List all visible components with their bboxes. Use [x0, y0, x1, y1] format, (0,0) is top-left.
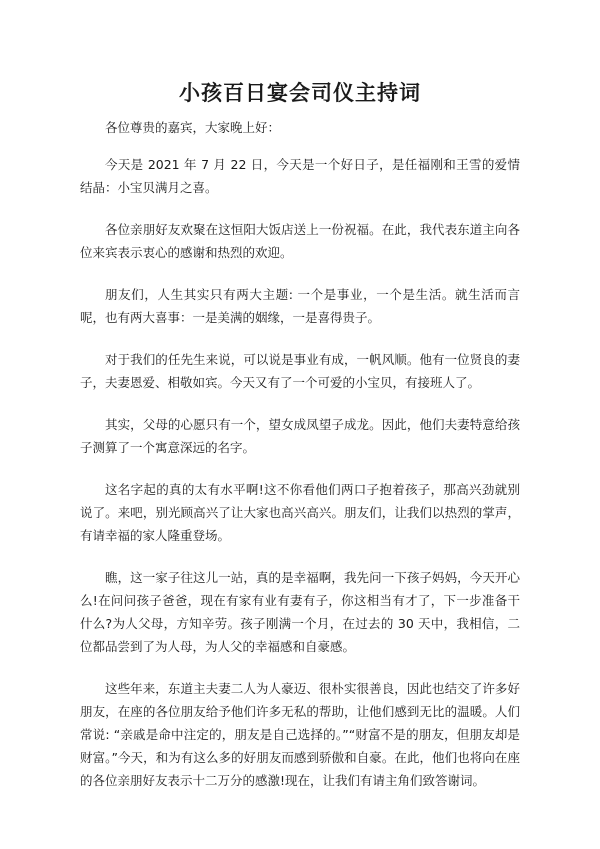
paragraph-name: 这名字起的真的太有水平啊!这不你看他们两口子抱着孩子，那高兴劲就别说了。来吧，别光顾高兴了让大家也高兴高兴。朋友们，让我们以热烈的掌声，有请幸福的家人隆重登场。 — [80, 482, 520, 543]
paragraph-mr-ren: 对于我们的任先生来说，可以说是事业有成，一帆风顺。他有一位贤良的妻子，夫妻恩爱、相敬如宾。今天又有了一个可爱的小宝贝，有接班人了。 — [80, 352, 520, 390]
paragraph-friends: 这些年来，东道主夫妻二人为人豪迈、很朴实很善良，因此也结交了许多好朋友，在座的各位朋友给予他们许多无私的帮助，让他们感到无比的温暖。人们常说: “亲戚是命中注定的，朋友是自己选择的。”“财富不是的朋友，但朋友却是财富。”今天，和为有这么多的好朋友而感到骄傲和自豪。在此，他们也将向在座的各位亲朋好友表示十二万分的感激!现在，让我们有请主角们致答谢词。 — [80, 681, 520, 788]
paragraph-family: 瞧，这一家子往这儿一站，真的是幸福啊，我先问一下孩子妈妈，今天开心么!在问问孩子爸爸，现在有家有业有妻有子，你这相当有才了，下一步准备干什么?为人父母，方知辛劳。孩子刚满一个月，在过去的 30 天中，我相信，二位都品尝到了为人母，为人父的幸福感和自豪感。 — [80, 570, 520, 654]
paragraph-parents-wish: 其实，父母的心愿只有一个，望女成凤望子成龙。因此，他们夫妻特意给孩子测算了一个寓意深远的名字。 — [80, 417, 520, 455]
paragraph-greeting: 各位尊贵的嘉宾，大家晚上好： — [105, 120, 281, 135]
paragraph-date: 今天是 2021 年 7 月 22 日，今天是一个好日子，是任福刚和王雪的爱情结晶：小宝贝满月之喜。 — [80, 157, 520, 195]
paragraph-welcome: 各位亲朋好友欢聚在这恒阳大饭店送上一份祝福。在此，我代表东道主向各位来宾表示衷心的感谢和热烈的欢迎。 — [80, 222, 520, 260]
paragraph-life-themes: 朋友们，人生其实只有两大主题: 一个是事业，一个是生活。就生活而言呢，也有两大喜事：一是美满的姻缘，一是喜得贵子。 — [80, 287, 520, 325]
document-title: 小孩百日宴会司仪主持词 — [179, 81, 421, 105]
